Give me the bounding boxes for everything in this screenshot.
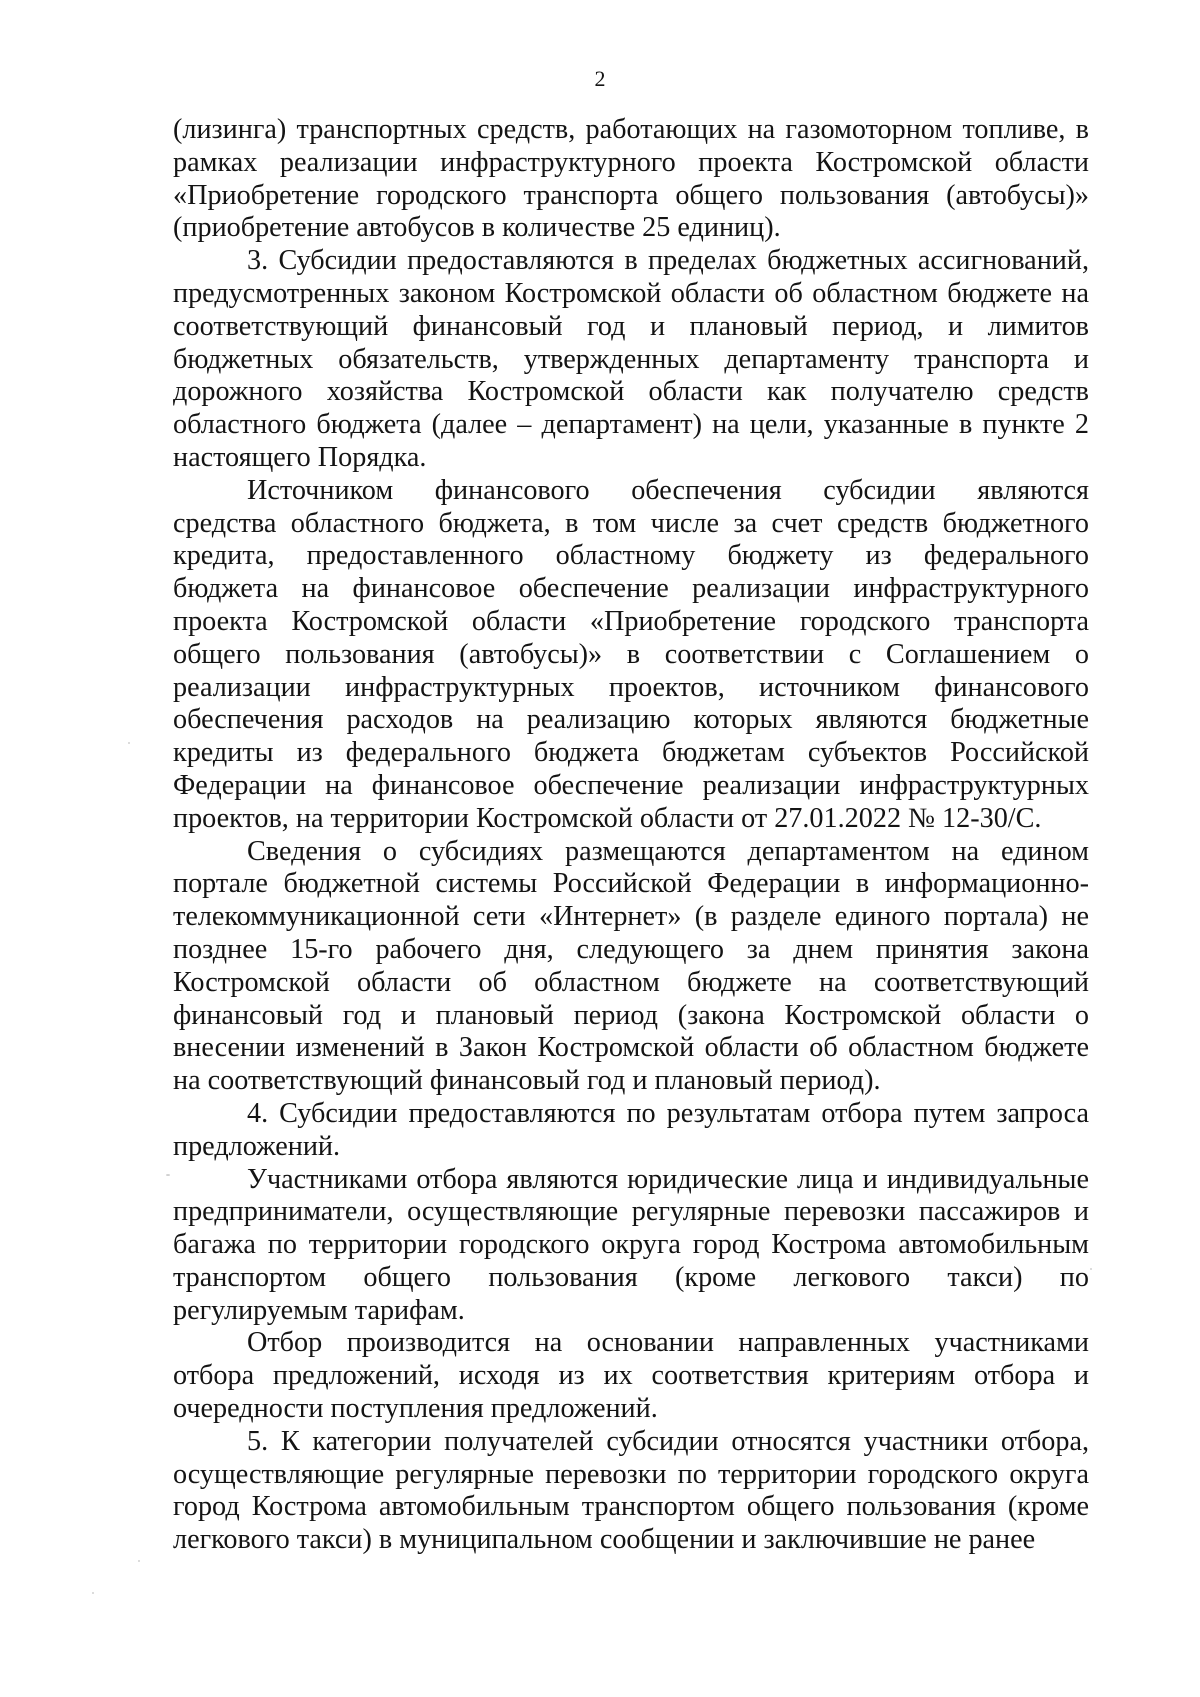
text-line: предприниматели, осуществляющие регулярные перевозки пассажиров и [173, 1196, 1089, 1228]
text-line: очередности поступления предложений. [173, 1393, 658, 1425]
text-line: Костромской области об областном бюджете на соответствующий [173, 966, 1089, 998]
text-line: реализации инфраструктурных проектов, источником финансового [173, 671, 1089, 703]
text-line: Сведения о субсидиях размещаются департаментом на едином [247, 835, 1089, 867]
scan-speck [92, 1592, 94, 1594]
text-line: рамках реализации инфраструктурного проекта Костромской области [173, 146, 1089, 178]
paragraph [173, 114, 1089, 245]
text-line: отбора предложений, исходя из их соответствия критериям отбора и [173, 1360, 1089, 1392]
text-line: (лизинга) транспортных средств, работающих на газомоторном топливе, в [173, 114, 1089, 145]
scan-speck [166, 1174, 170, 1176]
text-line: бюджетных обязательств, утвержденных департаменту транспорта и [173, 343, 1089, 375]
page-number: 2 [594, 66, 606, 91]
text-line: кредиты из федерального бюджета бюджетам субъектов Российской [173, 737, 1089, 769]
text-line: обеспечения расходов на реализацию которых являются бюджетные [173, 704, 1089, 736]
scan-speck [138, 1560, 140, 1562]
text-line: соответствующий финансовый год и плановый период, и лимитов [173, 310, 1089, 342]
text-line: Федерации на финансовое обеспечение реализации инфраструктурных [173, 769, 1089, 801]
text-line: 4. Субсидии предоставляются по результатам отбора путем запроса [247, 1097, 1089, 1129]
text-line: портале бюджетной системы Российской Федерации в информационно- [173, 868, 1089, 900]
paragraph [173, 245, 1089, 475]
text-line: на соответствующий финансовый год и плановый период). [173, 1065, 881, 1097]
text-line: кредита, предоставленного областному бюджету из федерального [173, 540, 1089, 572]
text-line: областного бюджета (далее – департамент) на цели, указанные в пункте 2 [173, 409, 1089, 441]
text-line: Источником финансового обеспечения субсидии являются [247, 474, 1089, 506]
scan-speck [128, 742, 130, 744]
text-line: (приобретение автобусов в количестве 25 единиц). [173, 212, 781, 244]
paragraph [173, 1098, 1089, 1164]
text-line: осуществляющие регулярные перевозки по территории городского округа [173, 1458, 1089, 1490]
text-line: легкового такси) в муниципальном сообщении и заключившие не ранее [173, 1524, 1036, 1556]
text-line: Участниками отбора являются юридические лица и индивидуальные [247, 1163, 1089, 1195]
text-line: настоящего Порядка. [173, 441, 427, 473]
text-line: бюджета на финансовое обеспечение реализации инфраструктурного [173, 573, 1089, 605]
text-line: 3. Субсидии предоставляются в пределах бюджетных ассигнований, [247, 245, 1089, 277]
text-line: внесении изменений в Закон Костромской области об областном бюджете [173, 1032, 1089, 1064]
text-line: проектов, на территории Костромской области от 27.01.2022 № 12-30/С. [173, 802, 1042, 834]
text-line: позднее 15-го рабочего дня, следующего за днем принятия закона [173, 933, 1089, 965]
text-line: финансовый год и плановый период (закона Костромской области о [173, 999, 1089, 1031]
paragraph [173, 836, 1089, 1098]
text-line: Отбор производится на основании направленных участниками [247, 1327, 1089, 1359]
text-line: дорожного хозяйства Костромской области как получателю средств [173, 376, 1089, 408]
text-line: проекта Костромской области «Приобретение городского транспорта [173, 605, 1089, 637]
paragraph [173, 475, 1089, 836]
text-line: общего пользования (автобусы)» в соответствии с Соглашением о [173, 638, 1089, 670]
document-body [173, 114, 1089, 1557]
text-line: «Приобретение городского транспорта общего пользования (автобусы)» [173, 179, 1089, 211]
text-line: регулируемым тарифам. [173, 1294, 465, 1326]
text-line: 5. К категории получателей субсидии относятся участники отбора, [247, 1425, 1089, 1457]
paragraph [173, 1426, 1089, 1557]
text-line: багажа по территории городского округа город Кострома автомобильным [173, 1229, 1089, 1261]
text-line: средства областного бюджета, в том числе за счет средств бюджетного [173, 507, 1089, 539]
text-line: транспортом общего пользования (кроме легкового такси) по [173, 1261, 1089, 1293]
paragraph [173, 1164, 1089, 1328]
text-line: предложений. [173, 1130, 341, 1162]
text-line: телекоммуникационной сети «Интернет» (в разделе единого портала) не [173, 901, 1089, 933]
text-line: предусмотренных законом Костромской области об областном бюджете на [173, 277, 1089, 309]
paragraph [173, 1327, 1089, 1425]
text-line: город Кострома автомобильным транспортом общего пользования (кроме [173, 1491, 1089, 1523]
scan-speck [1090, 1268, 1092, 1270]
